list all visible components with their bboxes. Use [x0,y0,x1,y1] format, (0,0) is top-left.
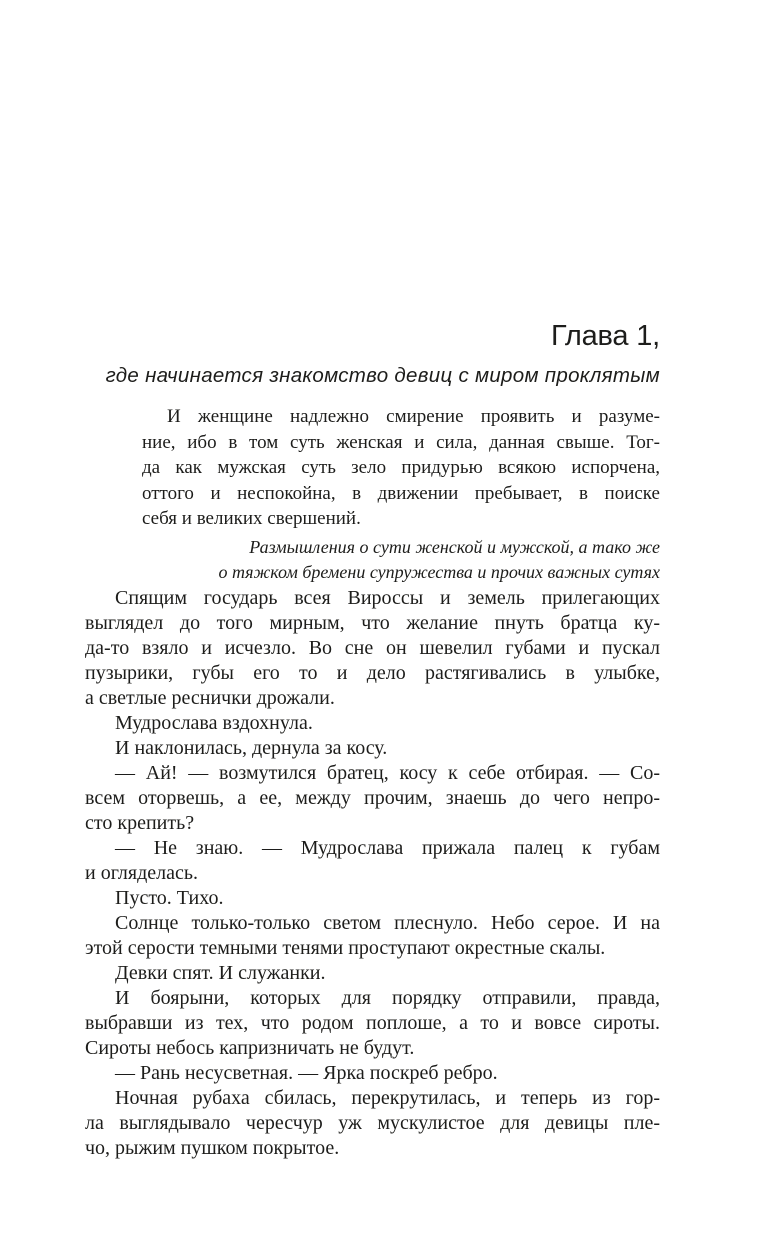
text-line: Ночная рубаха сбилась, перекрутилась, и теперь из гор- [115,1086,660,1109]
text-line: Спящим государь всея Вироссы и земель прилегающих [115,586,660,609]
body-paragraph [85,986,660,1061]
text-line: И боярыни, которых для порядку отправили, правда, [115,986,660,1009]
text-line: Сироты небось капризничать не будут. [85,1036,415,1059]
text-line: ла выглядывало чересчур уж мускулистое для девицы пле- [85,1111,660,1134]
epigraph-line: оттого и неспокойна, в движении пребывает, в поиске [142,482,660,504]
body-paragraph [85,736,660,761]
text-line: да-то взяло и исчезло. Во сне он шевелил губами и пускал [85,636,660,659]
text-line: Солнце только-только светом плеснуло. Небо серое. И на [115,911,660,934]
attribution-line: Размышления о сути женской и мужской, а тако же [249,536,660,557]
body-paragraph [85,886,660,911]
text-line: Девки спят. И служанки. [115,961,326,984]
text-column [85,0,660,1161]
text-line: Пусто. Тихо. [115,886,224,909]
text-line: — Ай! — возмутился братец, косу к себе отбирая. — Со- [115,761,660,784]
body-paragraph [85,961,660,986]
attribution-line: о тяжком бремени супружества и прочих важных сутях [218,561,660,582]
text-line: выглядел до того мирным, что желание пнуть братца ку- [85,611,660,634]
body-paragraph [85,911,660,961]
epigraph-attribution [85,535,660,585]
text-line: и огляделась. [85,861,198,884]
body-paragraph [85,1086,660,1161]
chapter-title: Глава 1, [551,320,660,352]
text-line: — Не знаю. — Мудрослава прижала палец к губам [115,836,660,859]
body-paragraph [85,761,660,836]
body-paragraph [85,1061,660,1086]
text-line: всем оторвешь, а ее, между прочим, знаешь до чего непро- [85,786,660,809]
body-text [85,586,660,1161]
epigraph-line: ние, ибо в том суть женская и сила, данная свыше. Тог- [142,431,660,453]
text-line: чо, рыжим пушком покрытое. [85,1136,340,1159]
epigraph-line: себя и великих свершений. [142,508,361,529]
body-paragraph [85,586,660,711]
epigraph-text [142,404,660,532]
body-paragraph [85,836,660,886]
text-line: сто крепить? [85,811,195,834]
chapter-subtitle: где начинается знакомство девиц с миром проклятым [105,364,660,387]
text-line: пузырики, губы его то и дело растягивались в улыбке, [85,661,660,684]
text-line: — Рань несусветная. — Ярка поскреб ребро. [115,1061,498,1084]
text-line: а светлые реснички дрожали. [85,686,335,709]
body-paragraph [85,711,660,736]
text-line: И наклонилась, дернула за косу. [115,736,388,759]
epigraph-line: да как мужская суть зело придурью всякою испорчена, [142,457,660,478]
text-line: этой серости темными тенями проступают окрестные скалы. [85,936,606,959]
text-line: Мудрослава вздохнула. [115,711,313,734]
epigraph-line: И женщине надлежно смирение проявить и разуме- [167,406,660,427]
text-line: выбравши из тех, что родом поплоше, а то и вовсе сироты. [85,1011,660,1034]
